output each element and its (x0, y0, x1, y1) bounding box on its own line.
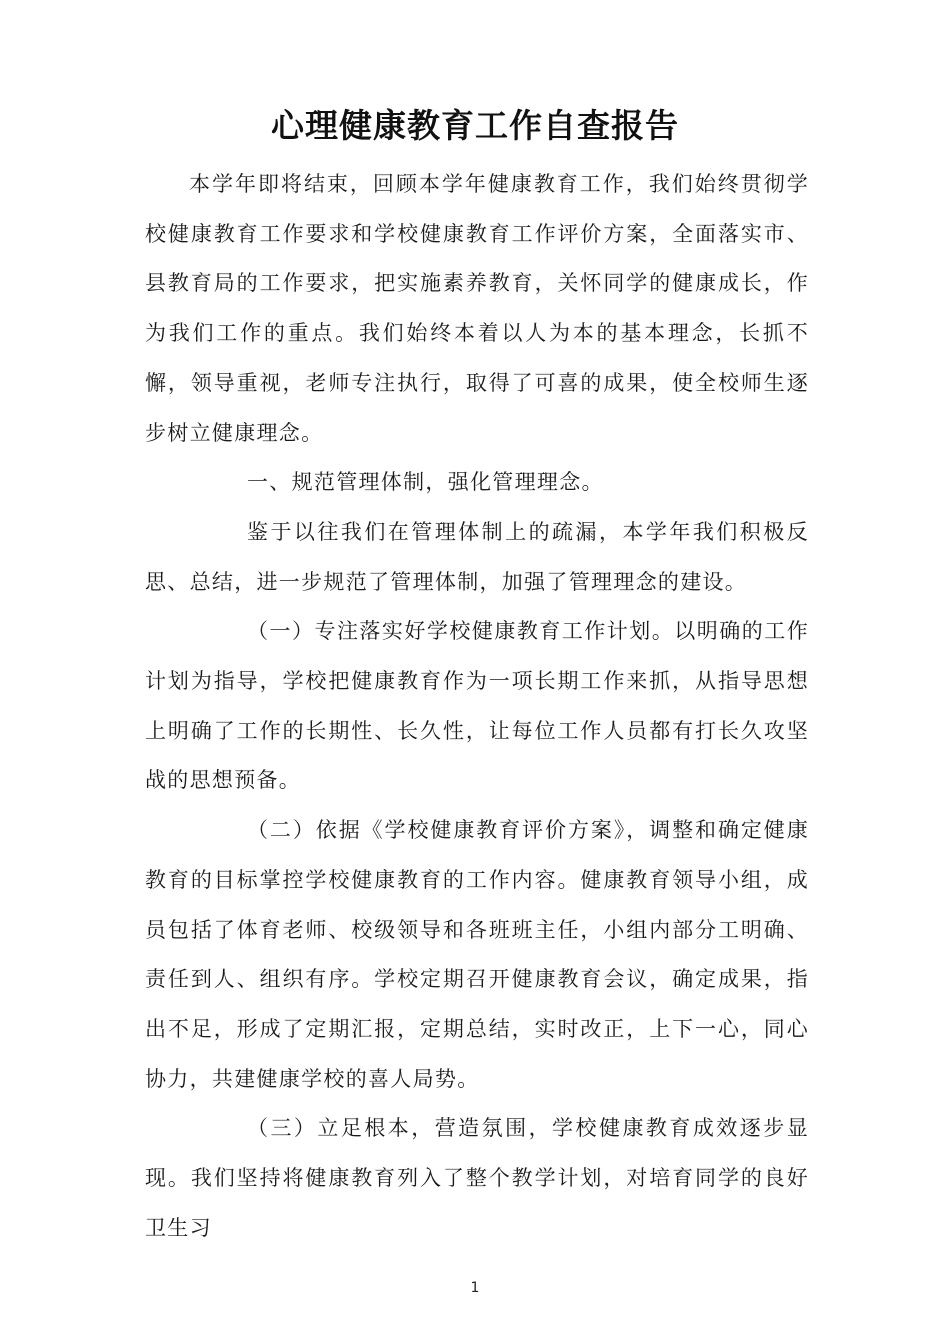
paragraph-item-3: （三）立足根本，营造氛围，学校健康教育成效逐步显现。我们坚持将健康教育列入了整个教学计划，对培育同学的良好卫生习 (145, 1116, 809, 1240)
paragraph-item-2: （二）依据《学校健康教育评价方案》，调整和确定健康教育的目标掌控学校健康教育的工作内容。健康教育领导小组，成员包括了体育老师、校级领导和各班班主任，小组内部分工明确、责任到人、组织有序。学校定期召开健康教育会议，确定成果，指出不足，形成了定期汇报，定期总结，实时改正，上下一心，同心协力，共建健康学校的喜人局势。 (145, 818, 809, 1091)
paragraph-item-1: （一）专注落实好学校健康教育工作计划。以明确的工作计划为指导，学校把健康教育作为一项长期工作来抓，从指导思想上明确了工作的长期性、长久性，让每位工作人员都有打长久攻坚战的思想预备。 (145, 619, 809, 793)
document-body (145, 160, 809, 1253)
paragraph-intro: 本学年即将结束，回顾本学年健康教育工作，我们始终贯彻学校健康教育工作要求和学校健康教育工作评价方案，全面落实市、县教育局的工作要求，把实施素养教育，关怀同学的健康成长，作为我们工作的重点。我们始终本着以人为本的基本理念，长抓不懈，领导重视，老师专注执行，取得了可喜的成果，使全校师生逐步树立健康理念。 (145, 172, 809, 445)
section-heading-1: 一、规范管理体制，强化管理理念。 (247, 470, 604, 495)
document-title: 心理健康教育工作自查报告 (271, 106, 679, 145)
paragraph-section-1: 鉴于以往我们在管理体制上的疏漏，本学年我们积极反思、总结，进一步规范了管理体制，加强了管理理念的建设。 (145, 519, 809, 594)
page-number: 1 (470, 1280, 480, 1296)
